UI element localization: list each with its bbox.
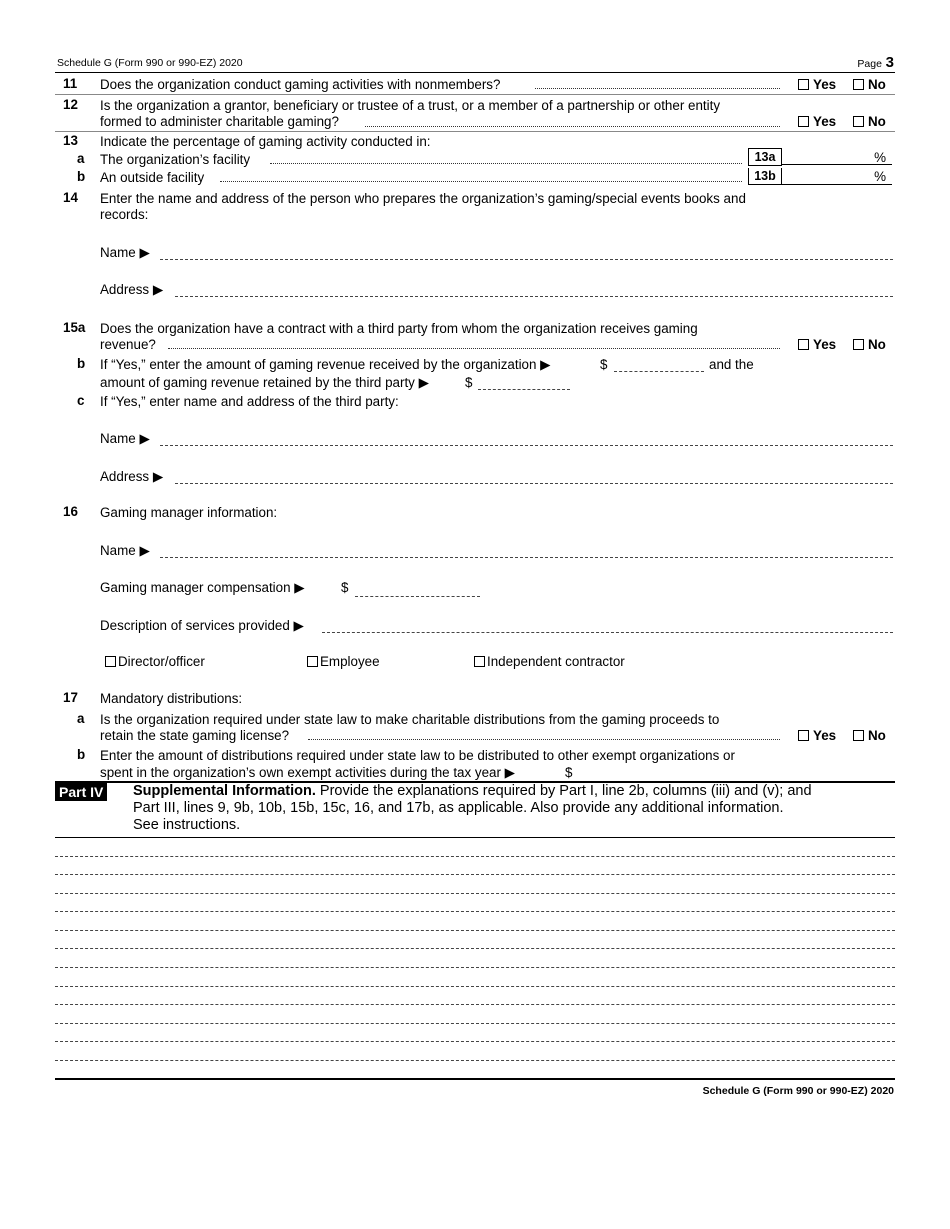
q12-text-line2: formed to administer charitable gaming? xyxy=(100,114,339,129)
q17b-text-line2: spent in the organization’s own exempt activities during the tax year ▶ xyxy=(100,765,515,780)
q16-text: Gaming manager information: xyxy=(100,505,278,520)
q12-leader xyxy=(365,126,780,127)
box-13b-input[interactable] xyxy=(782,168,892,185)
employee-checkbox[interactable]: Employee xyxy=(307,654,380,669)
q16-name-input[interactable] xyxy=(160,557,893,558)
supplemental-line[interactable] xyxy=(55,930,895,931)
q16-dollar-sign: $ xyxy=(341,580,349,595)
q15b-dollar-sign: $ xyxy=(600,357,608,372)
part4-line2: Part III, lines 9, 9b, 10b, 15b, 15c, 16, and 17b, as applicable. Also provide any additional information. xyxy=(133,800,784,816)
q15b-dollar-sign-2: $ xyxy=(465,375,473,390)
checkbox-square-icon xyxy=(853,79,864,90)
box-13a-label: 13a xyxy=(748,148,782,166)
q15c-text: If “Yes,” enter name and address of the third party: xyxy=(100,394,399,409)
page-indicator xyxy=(857,54,894,71)
checkbox-square-icon xyxy=(307,656,318,667)
director-officer-checkbox[interactable]: Director/officer xyxy=(105,654,205,669)
q16-number: 16 xyxy=(63,504,78,519)
q14-text-line1: Enter the name and address of the person who prepares the organization’s gaming/special events books and xyxy=(100,191,746,206)
q17a-no-checkbox[interactable]: No xyxy=(853,728,886,743)
percent-unit: % xyxy=(874,169,886,184)
q15b-text-line1: If “Yes,” enter the amount of gaming revenue received by the organization ▶ xyxy=(100,357,551,372)
q17b-dollar-sign: $ xyxy=(565,765,573,780)
checkbox-square-icon xyxy=(853,730,864,741)
q15a-no-checkbox[interactable]: No xyxy=(853,337,886,352)
q17-number: 17 xyxy=(63,690,78,705)
q15a-text-line2: revenue? xyxy=(100,337,156,352)
q11-no-checkbox[interactable]: No xyxy=(853,77,886,92)
page-number: 3 xyxy=(885,54,894,71)
percent-unit: % xyxy=(874,150,886,165)
q13-text: Indicate the percentage of gaming activity conducted in: xyxy=(100,134,431,149)
q17a-leader xyxy=(308,739,780,740)
footer-rule xyxy=(55,1078,895,1080)
q17b-text-line1: Enter the amount of distributions required under state law to be distributed to other exempt organizations or xyxy=(100,748,735,763)
q11-leader xyxy=(535,88,780,89)
q15a-number: 15a xyxy=(63,320,86,335)
q15a-yes-checkbox[interactable]: Yes xyxy=(798,337,836,352)
q14-text-line2: records: xyxy=(100,207,149,222)
q17a-letter: a xyxy=(77,711,85,726)
part4-line1 xyxy=(133,783,893,800)
q13b-leader xyxy=(220,181,742,182)
q15c-address-label: Address ▶ xyxy=(100,469,164,484)
q14-name-label: Name ▶ xyxy=(100,245,150,260)
box-13b-label: 13b xyxy=(748,168,782,185)
q11-text: Does the organization conduct gaming activities with nonmembers? xyxy=(100,77,501,92)
q14-address-label: Address ▶ xyxy=(100,282,164,297)
header-rule xyxy=(55,72,895,73)
supplemental-line[interactable] xyxy=(55,967,895,968)
q13b-letter: b xyxy=(77,169,86,184)
checkbox-square-icon xyxy=(853,116,864,127)
q16-compensation-label: Gaming manager compensation ▶ xyxy=(100,580,305,595)
checkbox-square-icon xyxy=(105,656,116,667)
q15c-name-label: Name ▶ xyxy=(100,431,150,446)
form-footer: Schedule G (Form 990 or 990-EZ) 2020 xyxy=(702,1085,894,1097)
q14-number: 14 xyxy=(63,190,78,205)
q11-number: 11 xyxy=(63,76,78,91)
supplemental-line[interactable] xyxy=(55,893,895,894)
checkbox-square-icon xyxy=(474,656,485,667)
q15b-revenue-received-input[interactable] xyxy=(614,371,704,372)
q12-text-line1: Is the organization a grantor, beneficiary or trustee of a trust, or a member of a partnership or other entity xyxy=(100,98,721,113)
checkbox-square-icon xyxy=(798,339,809,350)
q16-description-label: Description of services provided ▶ xyxy=(100,618,304,633)
q17b-letter: b xyxy=(77,747,86,762)
q13a-leader xyxy=(270,163,742,164)
supplemental-line[interactable] xyxy=(55,1060,895,1061)
checkbox-square-icon xyxy=(798,79,809,90)
supplemental-line[interactable] xyxy=(55,986,895,987)
q12-number: 12 xyxy=(63,97,78,112)
q16-name-label: Name ▶ xyxy=(100,543,150,558)
q11-yes-checkbox[interactable]: Yes xyxy=(798,77,836,92)
checkbox-square-icon xyxy=(853,339,864,350)
q15b-revenue-retained-input[interactable] xyxy=(478,389,570,390)
q15c-letter: c xyxy=(77,393,85,408)
checkbox-square-icon xyxy=(798,730,809,741)
q16-compensation-input[interactable] xyxy=(355,596,480,597)
box-13a-input[interactable] xyxy=(782,150,892,165)
supplemental-line[interactable] xyxy=(55,1041,895,1042)
q15b-text-line2: amount of gaming revenue retained by the third party ▶ xyxy=(100,375,429,390)
part4-badge: Part IV xyxy=(55,783,107,801)
part4-bottom-rule xyxy=(55,837,895,838)
q15c-name-input[interactable] xyxy=(160,445,893,446)
supplemental-line[interactable] xyxy=(55,874,895,875)
independent-contractor-checkbox[interactable]: Independent contractor xyxy=(474,654,625,669)
q16-description-input[interactable] xyxy=(322,632,893,633)
q13a-text: The organization’s facility xyxy=(100,152,251,167)
q12-no-checkbox[interactable]: No xyxy=(853,114,886,129)
q15c-address-input[interactable] xyxy=(175,483,893,484)
q17a-text-line1: Is the organization required under state law to make charitable distributions from the gaming proceeds to xyxy=(100,712,720,727)
q13b-text: An outside facility xyxy=(100,170,205,185)
part4-line3: See instructions. xyxy=(133,817,241,833)
divider xyxy=(55,94,895,95)
form-title: Schedule G (Form 990 or 990-EZ) 2020 xyxy=(57,57,243,69)
supplemental-line[interactable] xyxy=(55,1004,895,1005)
supplemental-line[interactable] xyxy=(55,856,895,857)
q15b-and-the: and the xyxy=(709,357,754,372)
q15b-letter: b xyxy=(77,356,86,371)
q15a-leader xyxy=(168,348,780,349)
part4-line1-text: Provide the explanations required by Part I, line 2b, columns (iii) and (v); and xyxy=(319,783,812,799)
q14-address-input[interactable] xyxy=(175,296,893,297)
supplemental-line[interactable] xyxy=(55,911,895,912)
part4-title: Supplemental Information. xyxy=(133,783,316,799)
q12-yes-checkbox[interactable]: Yes xyxy=(798,114,836,129)
checkbox-square-icon xyxy=(798,116,809,127)
q13-number: 13 xyxy=(63,133,78,148)
q13a-letter: a xyxy=(77,151,85,166)
page-label: Page xyxy=(857,58,882,70)
supplemental-line[interactable] xyxy=(55,1023,895,1024)
q17a-yes-checkbox[interactable]: Yes xyxy=(798,728,836,743)
divider xyxy=(55,131,895,132)
q14-name-input[interactable] xyxy=(160,259,893,260)
supplemental-line[interactable] xyxy=(55,948,895,949)
q17-text: Mandatory distributions: xyxy=(100,691,243,706)
q17a-text-line2: retain the state gaming license? xyxy=(100,728,290,743)
q15a-text-line1: Does the organization have a contract with a third party from whom the organization receives gaming xyxy=(100,321,698,336)
